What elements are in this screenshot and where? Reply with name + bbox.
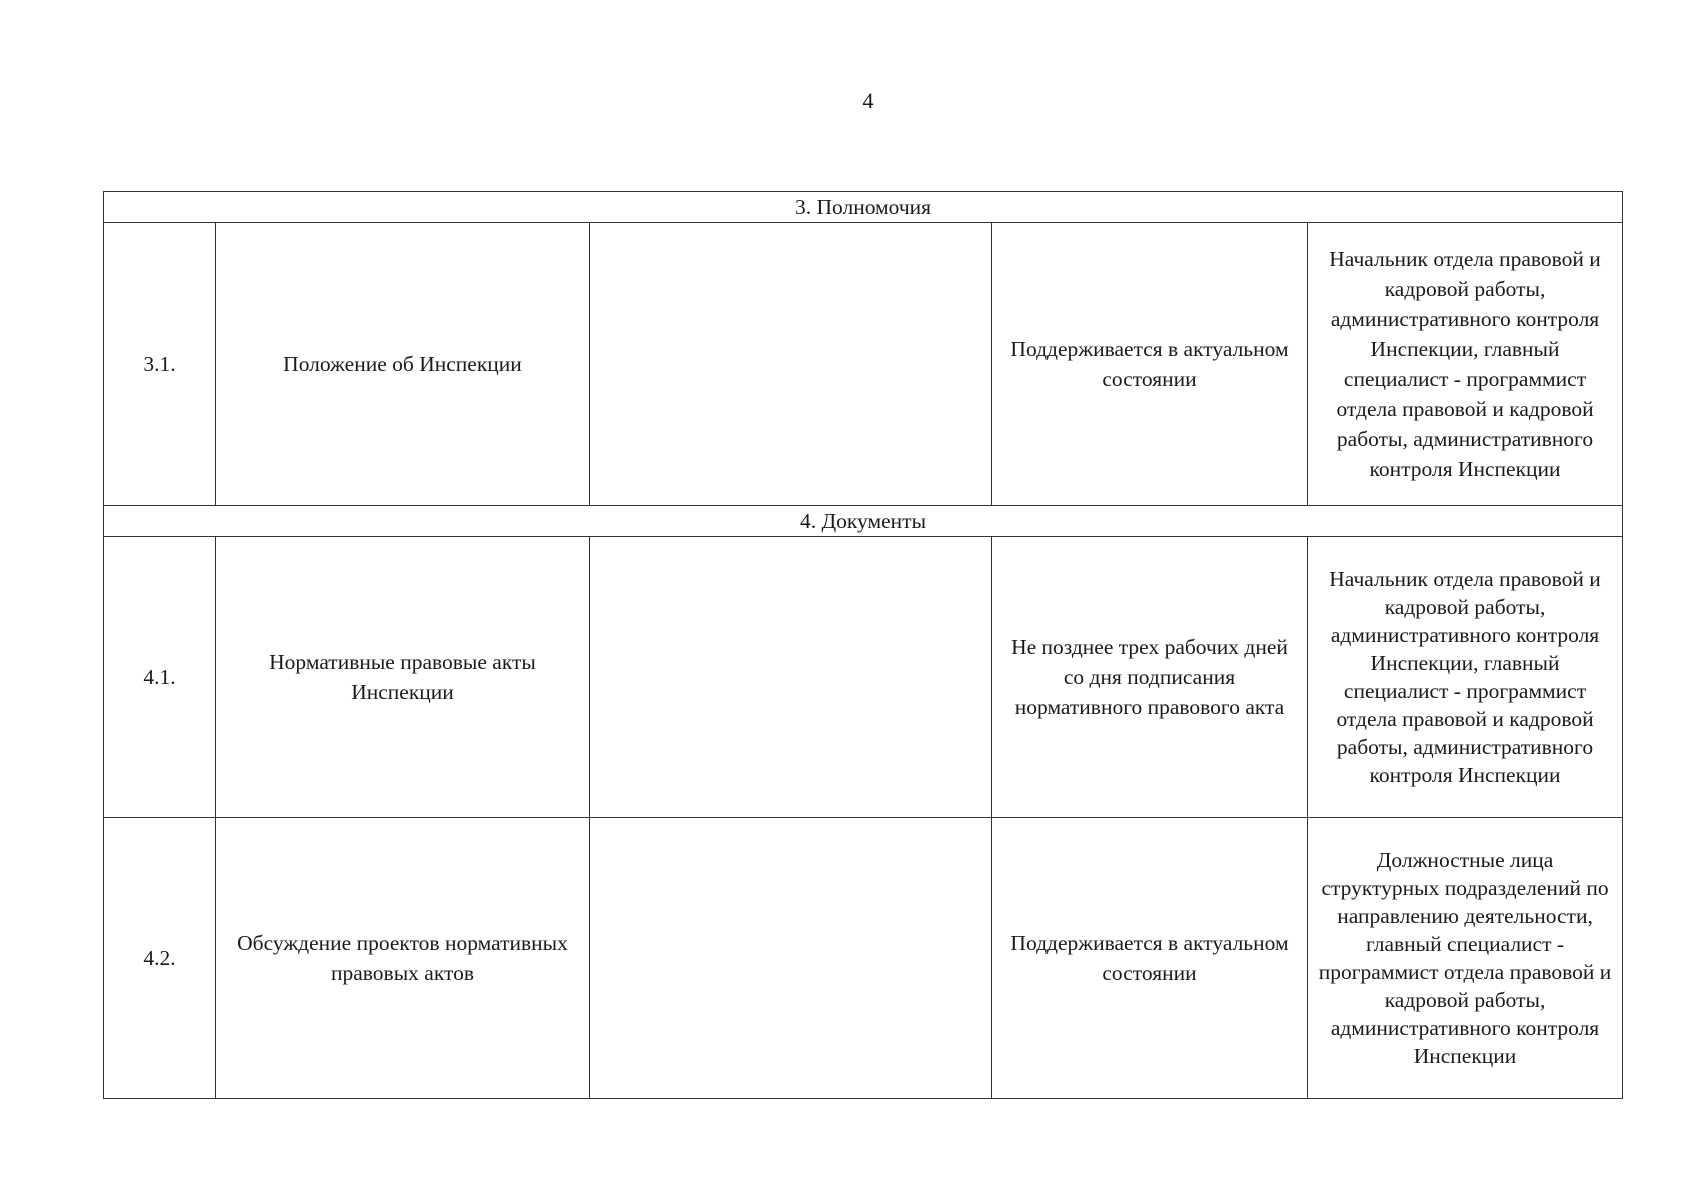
section-header-row <box>104 506 1623 537</box>
table-row <box>104 223 1623 506</box>
page-number: 4 <box>862 88 874 113</box>
document-table <box>103 191 1623 1099</box>
row-periodicity: Не позднее трех рабочих дней со дня подписания нормативного правового акта <box>992 537 1308 818</box>
section-title: 3. Полномочия <box>104 192 1623 223</box>
row-content <box>590 537 992 818</box>
row-number: 3.1. <box>104 223 216 506</box>
row-name: Положение об Инспекции <box>216 223 590 506</box>
row-periodicity: Поддерживается в актуальном состоянии <box>992 223 1308 506</box>
section-title: 4. Документы <box>104 506 1623 537</box>
row-name: Обсуждение проектов нормативных правовых актов <box>216 818 590 1099</box>
row-number: 4.2. <box>104 818 216 1099</box>
row-responsible: Начальник отдела правовой и кадровой работы, административного контроля Инспекции, главный специалист - программист отдела правовой и кадровой работы, административного контроля Инспекции <box>1308 537 1623 818</box>
row-name: Нормативные правовые акты Инспекции <box>216 537 590 818</box>
section-header-row <box>104 192 1623 223</box>
row-responsible: Должностные лица структурных подразделений по направлению деятельности, главный специалист - программист отдела правовой и кадровой работы, административного контроля Инспекции <box>1308 818 1623 1099</box>
row-number: 4.1. <box>104 537 216 818</box>
table-row <box>104 818 1623 1099</box>
row-periodicity: Поддерживается в актуальном состоянии <box>992 818 1308 1099</box>
row-content <box>590 223 992 506</box>
row-responsible: Начальник отдела правовой и кадровой работы, административного контроля Инспекции, главный специалист - программист отдела правовой и кадровой работы, административного контроля Инспекции <box>1308 223 1623 506</box>
table-row <box>104 537 1623 818</box>
row-content <box>590 818 992 1099</box>
